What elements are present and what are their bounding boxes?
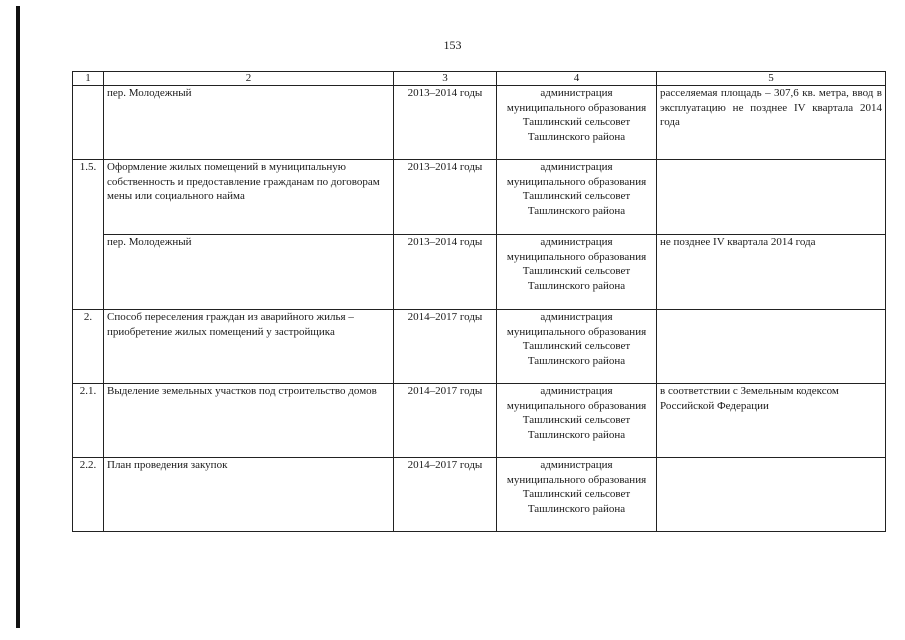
period-cell: 2014–2017 годы — [394, 384, 497, 458]
activity-name-cell: Способ переселения граждан из аварийного жилья – приобретение жилых помещений у застройщика — [104, 310, 394, 384]
header-cell: 5 — [657, 72, 886, 86]
activity-name-cell: Оформление жилых помещений в муниципальную собственность и предоставление гражданам по договорам мены или социального найма — [104, 160, 394, 235]
header-cell: 1 — [73, 72, 104, 86]
table-row — [73, 458, 886, 532]
indicator-cell — [657, 310, 886, 384]
table-row — [73, 86, 886, 160]
executor-cell: администрация муниципального образования Ташлинский сельсовет Ташлинского района — [497, 458, 657, 532]
indicator-cell: расселяемая площадь – 307,6 кв. метра, ввод в эксплуатацию не позднее IV квартала 2014 года — [657, 86, 886, 160]
table-row — [73, 384, 886, 458]
row-number-cell: 1.5. — [73, 160, 104, 235]
row-number-cell: 2. — [73, 310, 104, 384]
program-table — [72, 71, 886, 532]
table-row — [73, 235, 886, 310]
table-header-row — [73, 72, 886, 86]
row-number-cell: 2.1. — [73, 384, 104, 458]
period-cell: 2013–2014 годы — [394, 160, 497, 235]
activity-name-cell: пер. Молодежный — [104, 86, 394, 160]
period-cell: 2014–2017 годы — [394, 458, 497, 532]
indicator-cell: в соответствии с Земельным кодексом Российской Федерации — [657, 384, 886, 458]
executor-cell: администрация муниципального образования Ташлинский сельсовет Ташлинского района — [497, 310, 657, 384]
activity-name-cell: Выделение земельных участков под строительство домов — [104, 384, 394, 458]
table-row — [73, 310, 886, 384]
period-cell: 2014–2017 годы — [394, 310, 497, 384]
indicator-cell — [657, 160, 886, 235]
indicator-cell: не позднее IV квартала 2014 года — [657, 235, 886, 310]
period-cell: 2013–2014 годы — [394, 86, 497, 160]
executor-cell: администрация муниципального образования Ташлинский сельсовет Ташлинского района — [497, 235, 657, 310]
row-number-cell — [73, 235, 104, 310]
header-cell: 3 — [394, 72, 497, 86]
executor-cell: администрация муниципального образования Ташлинский сельсовет Ташлинского района — [497, 86, 657, 160]
period-cell: 2013–2014 годы — [394, 235, 497, 310]
indicator-cell — [657, 458, 886, 532]
activity-name-cell: План проведения закупок — [104, 458, 394, 532]
header-cell: 2 — [104, 72, 394, 86]
page-number: 153 — [443, 38, 462, 52]
row-number-cell — [73, 86, 104, 160]
executor-cell: администрация муниципального образования Ташлинский сельсовет Ташлинского района — [497, 384, 657, 458]
activity-name-cell: пер. Молодежный — [104, 235, 394, 310]
executor-cell: администрация муниципального образования Ташлинский сельсовет Ташлинского района — [497, 160, 657, 235]
header-cell: 4 — [497, 72, 657, 86]
table-row — [73, 160, 886, 235]
page-margin-bar — [16, 6, 20, 628]
row-number-cell: 2.2. — [73, 458, 104, 532]
